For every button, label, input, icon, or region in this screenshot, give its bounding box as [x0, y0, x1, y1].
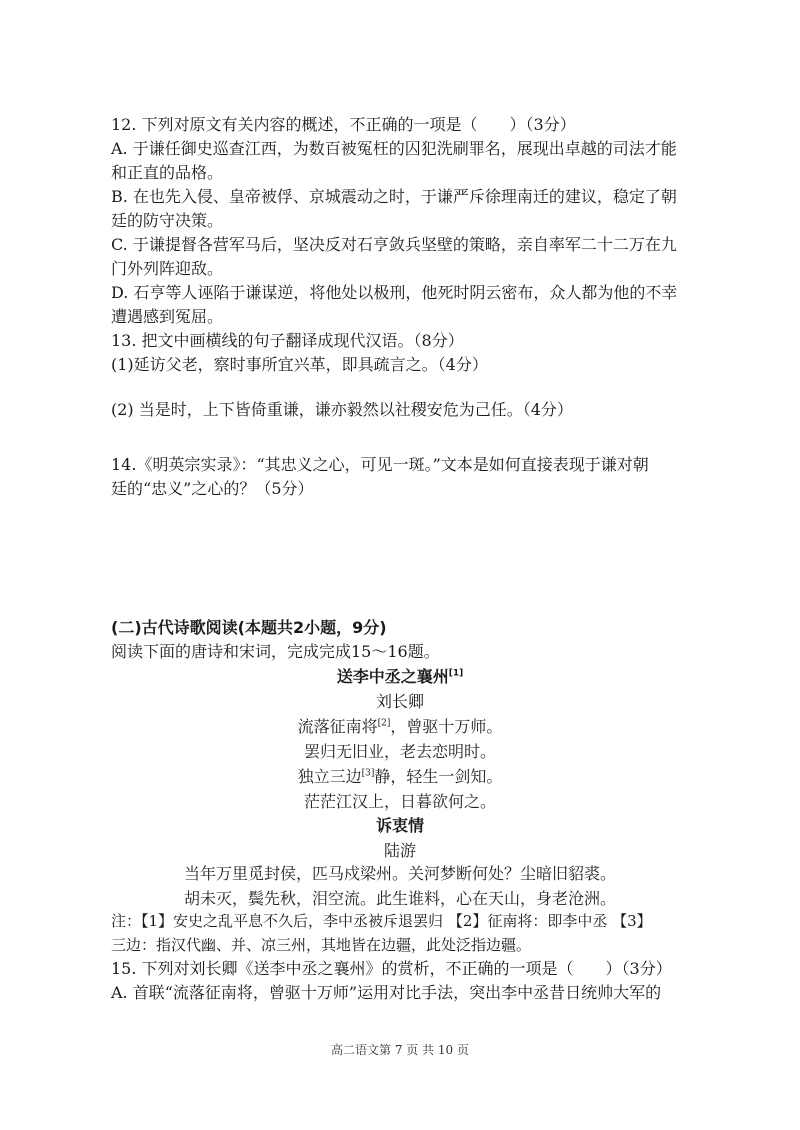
poem1-line4: 茫茫江汉上，日暮欲何之。 [303, 792, 496, 811]
q12-option-c-line2: 门外列阵迎敌。 [111, 259, 224, 278]
notes-line1: 注：【1】安史之乱平息不久后，李中丞被斥退罢归 【2】征南将：即李中丞 【3】 [111, 912, 652, 930]
poem1-line3-footnote-mark: [3] [361, 768, 375, 779]
section-heading: (二)古代诗歌阅读(本题共2小题，9分) [111, 618, 387, 637]
poem2-title: 诉衷情 [375, 816, 424, 835]
section-intro: 阅读下面的唐诗和宋词，完成完成15～16题。 [111, 642, 440, 661]
q12-option-c-line1: C. 于谦提督各营军马后，坚决反对石亨敛兵坚壁的策略，亲自率军二十二万在九 [111, 235, 677, 254]
poem1-title-text: 送李中丞之襄州 [336, 667, 449, 686]
poem1-line1 [0, 714, 800, 737]
poem2-author: 陆游 [383, 841, 416, 860]
poem1-line1-part1: 流落征南将 [297, 717, 378, 736]
q15-stem: 15. 下列对刘长卿《送李中丞之襄州》的赏析，不正确的一项是（ ）（3分） [111, 959, 672, 978]
q12-stem: 12. 下列对原文有关内容的概述，不正确的一项是（ ）（3分） [111, 115, 576, 134]
poem1-line1-part2: ，曾驱十万师。 [390, 717, 503, 736]
poem2-line2: 胡未灭，鬓先秋，泪空流。此生谁料，心在天山，身老沧洲。 [183, 889, 616, 908]
q12-option-b-line2: 廷的防守决策。 [111, 211, 224, 230]
q14-stem-line2: 廷的“忠义”之心的？（5分） [111, 479, 314, 498]
poem1-line1-footnote-mark: [2] [377, 718, 391, 729]
poem1-line3-part2: 静，轻生一剑知。 [374, 767, 503, 786]
q14-stem-line1: 14.《明英宗实录》：“其忠义之心，可见一斑。”文本是如何直接表现于谦对朝 [111, 455, 649, 474]
q12-option-b-line1: B. 在也先入侵、皇帝被俘、京城震动之时，于谦严斥徐理南迁的建议，稳定了朝 [111, 187, 677, 206]
poem2-line1: 当年万里觅封侯，匹马戍梁州。关河梦断何处？尘暗旧貂裘。 [183, 864, 616, 883]
q13-sentence-1: (1)延访父老，察时事所宜兴革，即具疏言之。（4分） [111, 355, 488, 374]
page-footer: 高二语文第 7 页 共 10 页 [331, 1043, 469, 1057]
q13-stem: 13. 把文中画横线的句子翻译成现代汉语。（8分） [111, 331, 464, 350]
q12-option-d-line2: 遭遇感到冤屈。 [111, 307, 224, 326]
q12-option-a-line2: 和正直的品格。 [111, 163, 224, 182]
q13-sentence-2: (2) 当是时，上下皆倚重谦，谦亦毅然以社稷安危为己任。（4分） [111, 400, 573, 419]
poem1-author: 刘长卿 [375, 692, 424, 711]
q12-option-a-line1: A. 于谦任御史巡查江西，为数百被冤枉的囚犯洗刷罪名，展现出卓越的司法才能 [111, 139, 677, 158]
poem1-title [0, 664, 800, 687]
poem1-line3 [0, 764, 800, 787]
poem1-title-footnote-mark: [1] [448, 668, 464, 679]
notes-line2: 三边：指汉代幽、并、凉三州，其地皆在边疆，此处泛指边疆。 [111, 936, 532, 954]
q15-option-a: A. 首联“流落征南将，曾驱十万师”运用对比手法，突出李中丞昔日统帅大军的 [111, 983, 662, 1002]
q12-option-d-line1: D. 石亨等人诬陷于谦谋逆，将他处以极刑，他死时阴云密布，众人都为他的不幸 [111, 283, 678, 302]
poem1-line2: 罢归无旧业，老去恋明时。 [303, 742, 496, 761]
poem1-line3-part1: 独立三边 [297, 767, 362, 786]
